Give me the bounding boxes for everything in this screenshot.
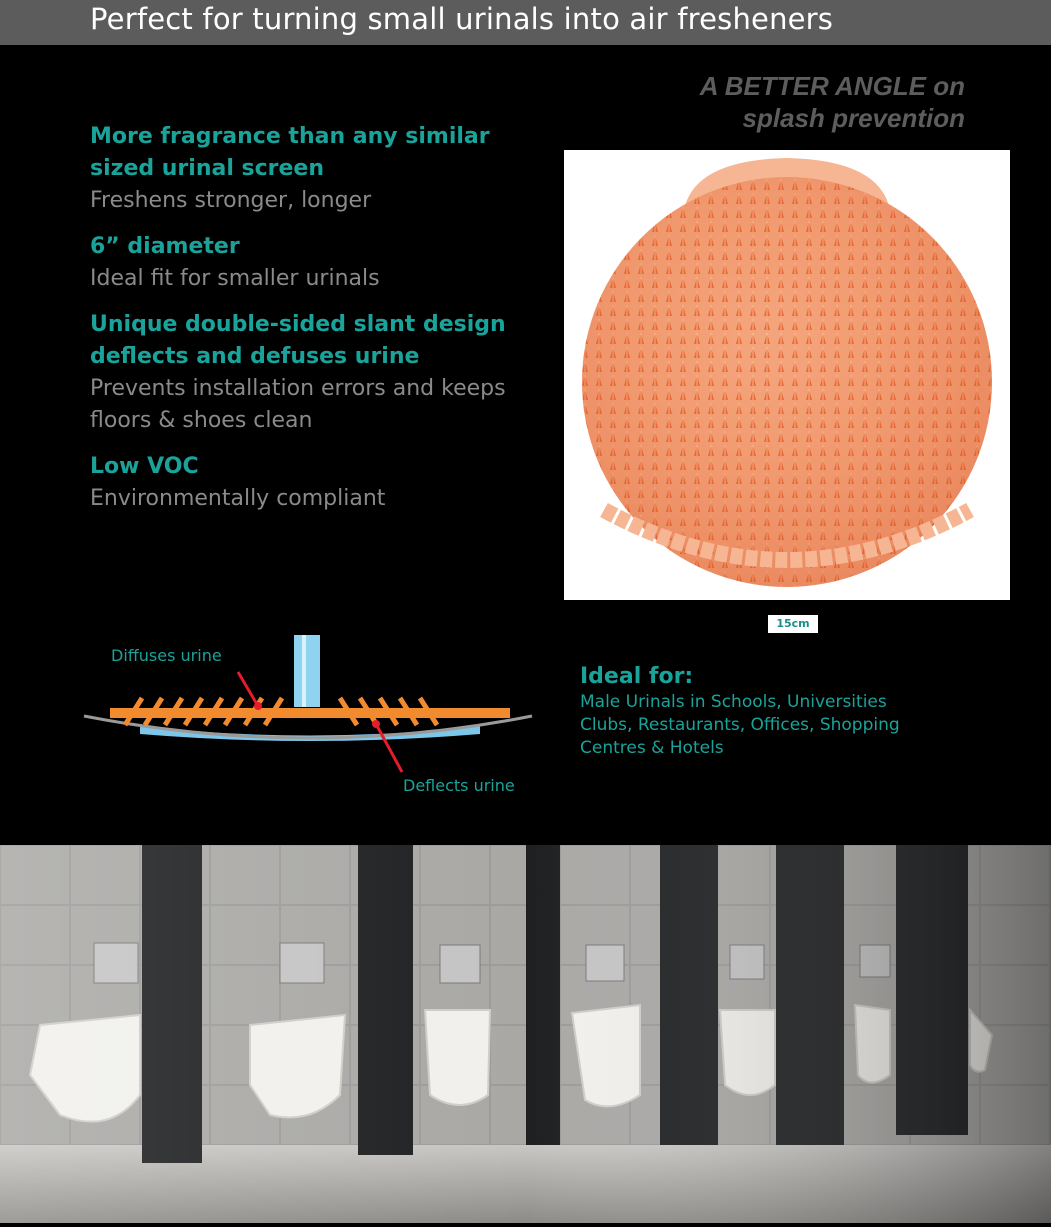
tagline-line-2: splash prevention [742,103,965,133]
feature-title: 6” diameter [90,234,240,259]
page-title: Perfect for turning small urinals into air fresheners [90,2,834,36]
bathroom-photo [0,845,1051,1223]
feature-title: Unique double-sided slant design deflects and defuses urine [90,312,506,369]
feature-desc: Prevents installation errors and keeps floors & shoes clean [90,376,506,433]
tagline [700,70,965,134]
diffuses-label: Diffuses urine [111,646,222,665]
deflects-label: Deflects urine [403,776,515,795]
feature-item [90,451,550,515]
feature-title: More fragrance than any similar sized urinal screen [90,124,490,181]
tagline-line-1: A BETTER ANGLE on [699,71,965,101]
splash-diagram [80,630,540,810]
urinal-screen-image [564,150,1010,600]
urinals-photo-image [0,845,1051,1223]
feature-desc: Freshens stronger, longer [90,188,372,213]
header-bar [0,0,1051,45]
feature-list [90,121,550,529]
feature-desc: Ideal fit for smaller urinals [90,266,380,291]
ideal-for-title: Ideal for: [580,664,694,689]
product-image [564,150,1010,600]
feature-title: Low VOC [90,454,199,479]
feature-item [90,121,550,217]
feature-item [90,309,550,437]
feature-item [90,231,550,295]
feature-desc: Environmentally compliant [90,486,386,511]
ideal-for-section [580,663,980,760]
size-label: 15cm [768,615,818,633]
ideal-for-body: Male Urinals in Schools, Universities Clubs, Restaurants, Offices, Shopping Centres & Hotels [580,692,900,758]
